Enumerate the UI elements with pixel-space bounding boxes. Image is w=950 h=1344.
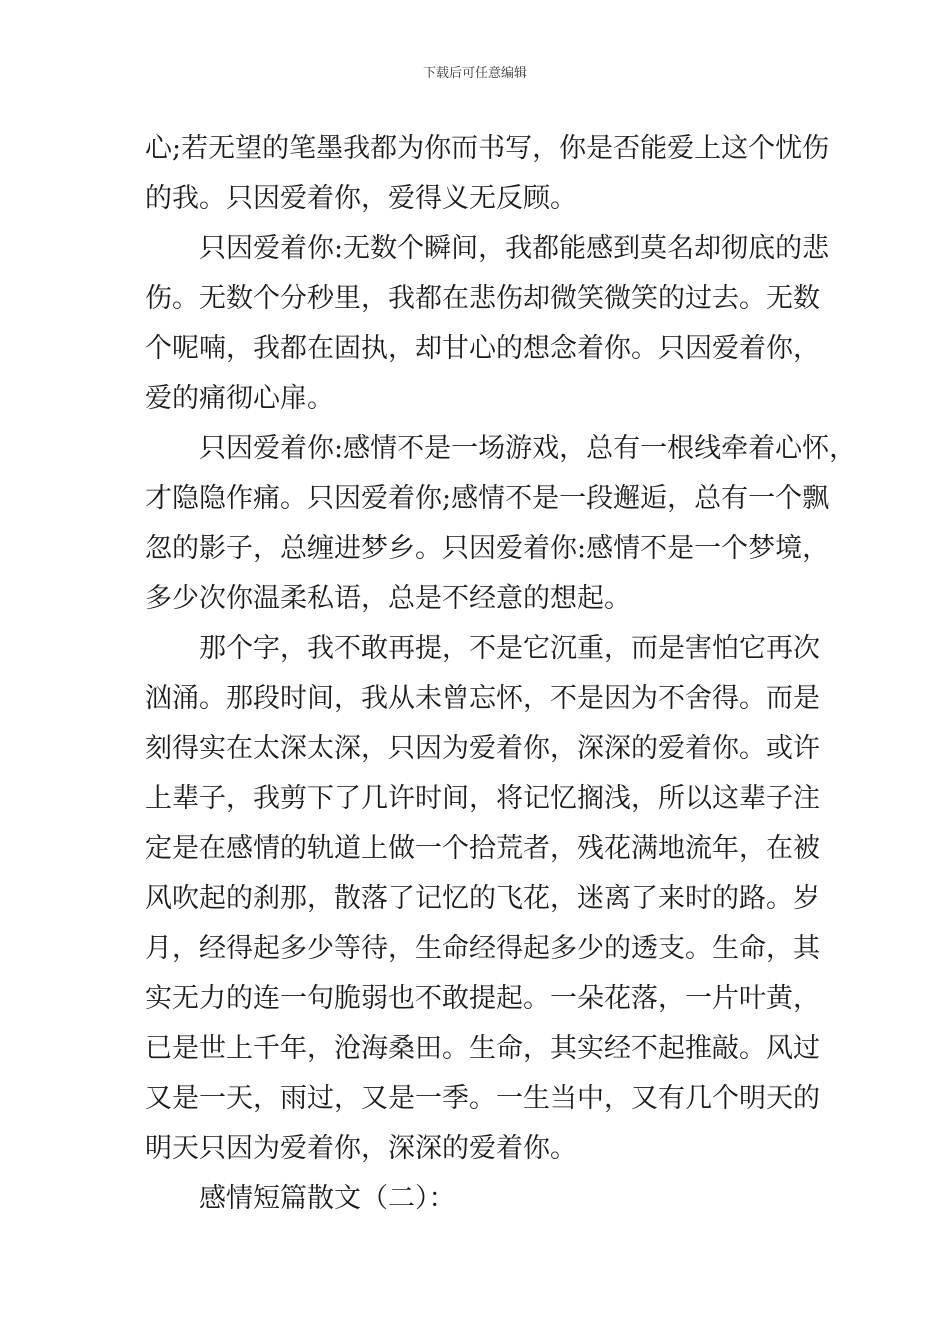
text-line: 的我。只因爱着你，爱得义无反顾。 [145,183,577,214]
text-line: 已是世上千年，沧海桑田。生命，其实经不起推敲。风过 [145,1033,820,1064]
text-line: 月，经得起多少等待，生命经得起多少的透支。生命，其 [145,933,820,964]
text-line: 才隐隐作痛。只因爱着你;感情不是一段邂逅，总有一个飘 [145,483,830,514]
text-line: 只因爱着你:无数个瞬间，我都能感到莫名却彻底的悲 [199,233,830,264]
text-line: 伤。无数个分秒里，我都在悲伤却微笑微笑的过去。无数 [145,283,820,314]
text-line: 只因爱着你:感情不是一场游戏，总有一根线牵着心怀， [199,433,857,464]
page-header: 下载后可任意编辑 [422,66,527,81]
text-line: 多少次你温柔私语，总是不经意的想起。 [145,583,631,614]
text-line: 忽的影子，总缠进梦乡。只因爱着你:感情不是一个梦境， [145,533,830,564]
text-line: 爱的痛彻心扉。 [145,383,334,414]
text-line: 又是一天，雨过，又是一季。一生当中，又有几个明天的 [145,1083,820,1114]
text-line: 明天只因为爱着你，深深的爱着你。 [145,1133,577,1164]
section-heading: 感情短篇散文（二）： [199,1183,456,1214]
text-line: 个呢喃，我都在固执，却甘心的想念着你。只因爱着你， [145,333,820,364]
text-line: 刻得实在太深太深，只因为爱着你，深深的爱着你。或许 [145,733,820,764]
text-line: 风吹起的刹那，散落了记忆的飞花，迷离了来时的路。岁 [145,883,820,914]
text-line: 上辈子，我剪下了几许时间，将记忆搁浅，所以这辈子注 [145,783,820,814]
text-line: 定是在感情的轨道上做一个拾荒者，残花满地流年，在被 [145,833,820,864]
text-line: 心;若无望的笔墨我都为你而书写，你是否能爱上这个忧伤 [145,133,830,164]
text-line: 那个字，我不敢再提，不是它沉重，而是害怕它再次 [199,633,820,664]
text-line: 实无力的连一句脆弱也不敢提起。一朵花落，一片叶黄， [145,983,820,1014]
text-line: 汹涌。那段时间，我从未曾忘怀，不是因为不舍得。而是 [145,683,820,714]
